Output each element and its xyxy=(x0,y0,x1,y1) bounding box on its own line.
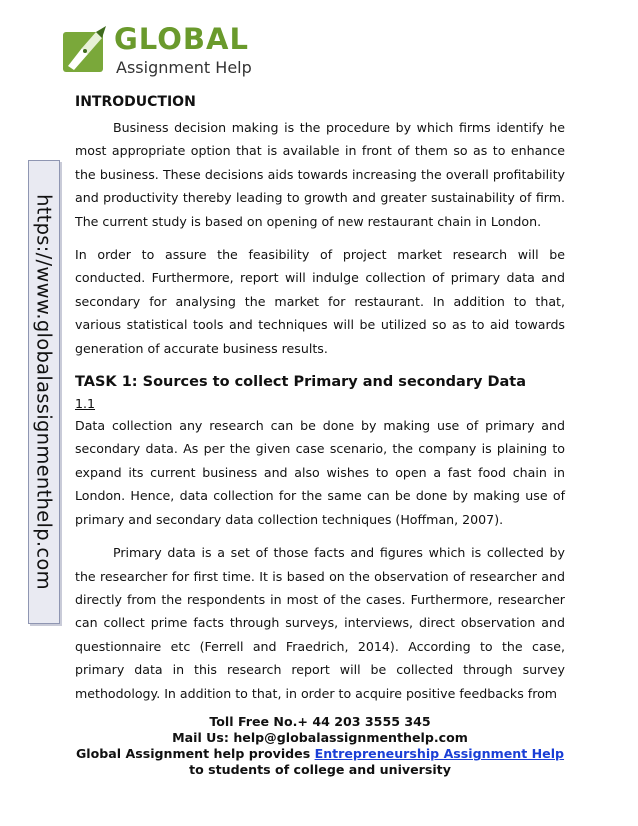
task1-heading: TASK 1: Sources to collect Primary and secondary Data xyxy=(75,374,527,391)
website-url-text: https://www.globalassignmenthelp.com xyxy=(32,194,56,590)
website-url-tab[interactable] xyxy=(28,160,60,624)
pen-nib-logo-icon xyxy=(62,26,108,74)
footer-provides-line xyxy=(60,746,580,762)
task1-paragraph-2: Primary data is a set of those facts and figures which is collected by the researcher for first time. It is based on the observation of researcher and directly from the respondents in most of the cases. Furthermore, researcher can collect prime facts through surveys, interviews, direct observation and questionnaire etc (Ferrell and Fraedrich, 2014). According to the case, primary data in this research report will be collected through survey methodology. In addition to that, in order to acquire positive feedbacks from xyxy=(75,545,565,701)
page-footer xyxy=(60,714,580,778)
document-body xyxy=(75,94,565,705)
introduction-paragraph-1: Business decision making is the procedure by which firms identify he most appropriate option that is available in front of them so as to enhance the business. These decisions aids towards increasing the overall profitability and productivity thereby leading to growth and greater sustainability of firm. The current study is based on opening of new restaurant chain in London. xyxy=(75,120,565,229)
brand-title: GLOBAL xyxy=(114,22,249,56)
brand-logo[interactable] xyxy=(62,22,262,84)
section-number: 1.1 xyxy=(75,396,96,412)
footer-tollfree: Toll Free No.+ 44 203 3555 345 xyxy=(209,714,431,729)
brand-subtitle: Assignment Help xyxy=(116,58,252,77)
footer-provides-suffix: to students of college and university xyxy=(189,762,451,777)
footer-mail: Mail Us: help@globalassignmenthelp.com xyxy=(172,730,468,745)
introduction-heading: INTRODUCTION xyxy=(75,94,196,110)
footer-service-link[interactable]: Entrepreneurship Assignment Help xyxy=(314,746,565,761)
introduction-paragraph-2: In order to assure the feasibility of project market research will be conducted. Furthermore, report will indulge collection of primary data and secondary for analysing the market for restaurant. In addition to that, various statistical tools and techniques will be utilized so as to aid towards generation of accurate business results. xyxy=(75,247,565,356)
task1-paragraph-1: Data collection any research can be done by making use of primary and secondary data. As per the given case scenario, the company is plaining to expand its current business and also wishes to open a fast food chain in London. Hence, data collection for the same can be done by making use of primary and secondary data collection techniques (Hoffman, 2007). xyxy=(75,418,565,527)
footer-provides-prefix: Global Assignment help provides xyxy=(75,746,315,761)
